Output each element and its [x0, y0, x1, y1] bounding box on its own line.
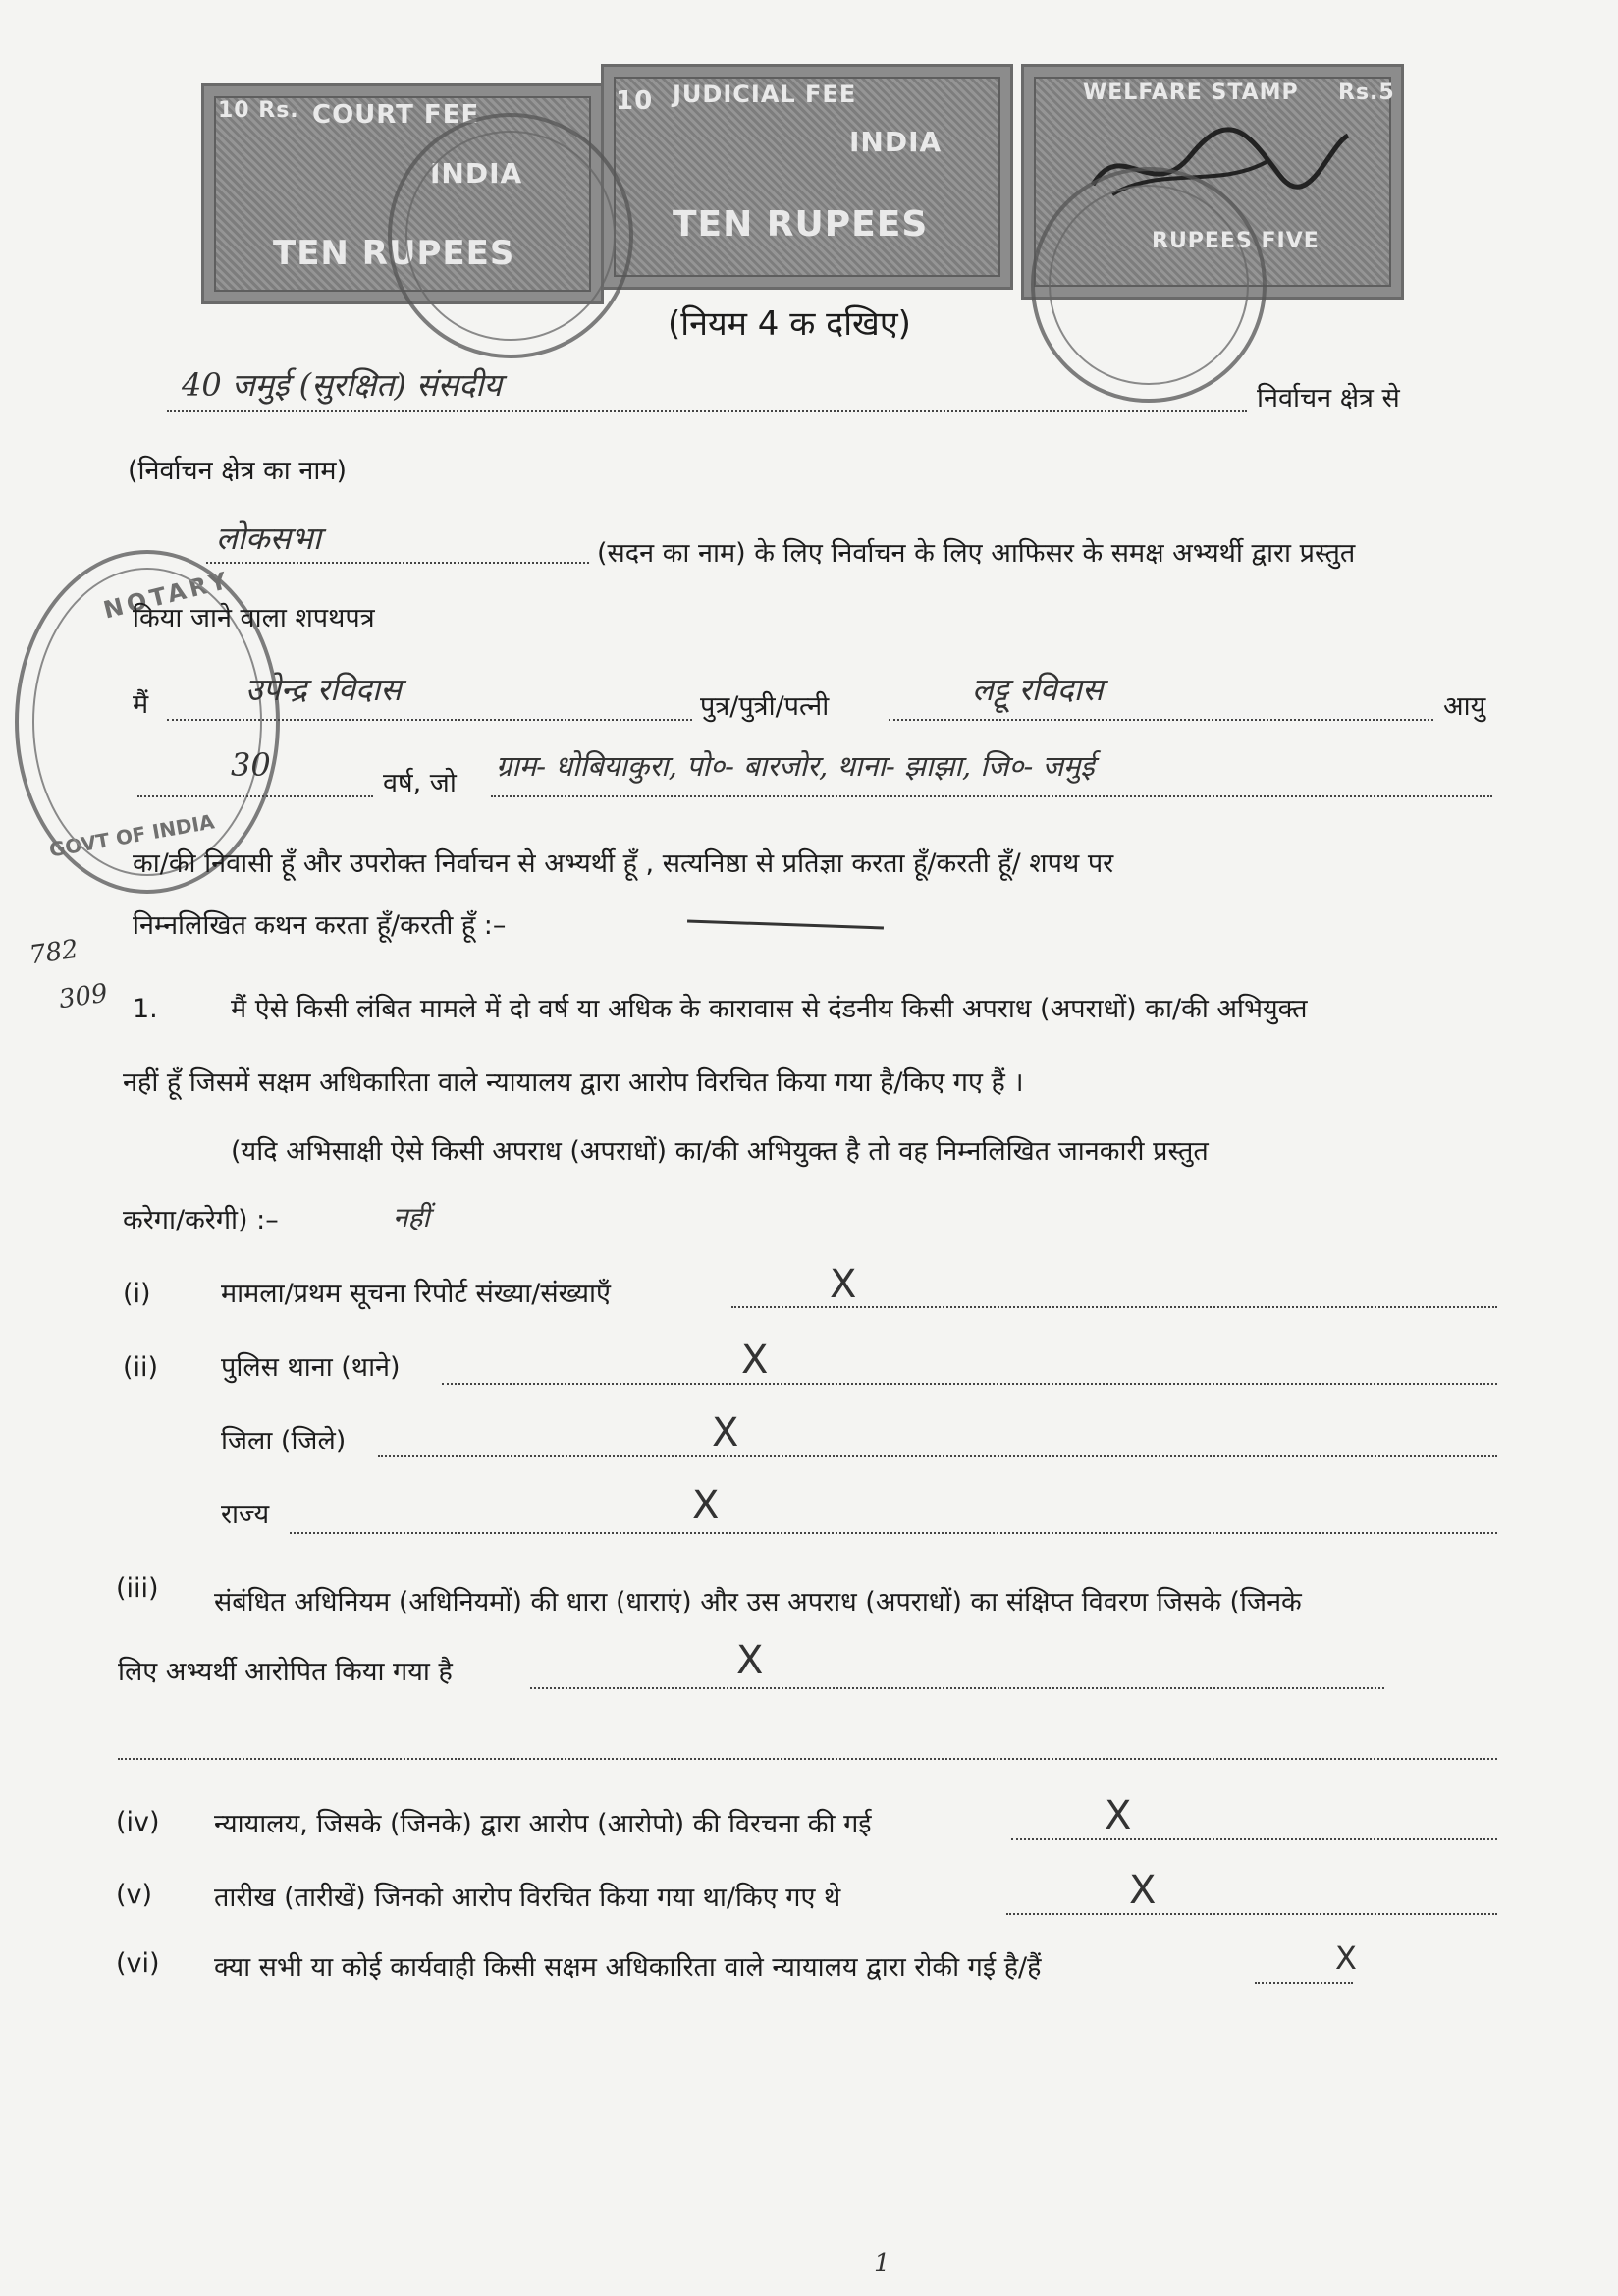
house-value: लोकसभा	[216, 519, 321, 557]
subitem-v-mark: X	[1129, 1868, 1157, 1913]
subitem-v-number: (v)	[116, 1880, 153, 1910]
subitem-ii-dotted-line	[442, 1383, 1497, 1385]
subitem-vi-dotted-line	[1255, 1982, 1353, 1984]
stamp-top-text: COURT FEE	[312, 100, 480, 130]
subitem-iii-number: (iii)	[116, 1573, 159, 1604]
govt-seal-right	[1031, 167, 1267, 403]
stamp-value-text: TEN RUPEES	[273, 234, 515, 273]
constituency-label: (निर्वाचन क्षेत्र का नाम)	[128, 456, 348, 486]
affidavit-text: किया जाने वाला शपथपत्र	[133, 603, 375, 633]
years-label: वर्ष, जो	[383, 768, 457, 798]
constituency-dotted-line	[167, 410, 1247, 412]
district-label: जिला (जिले)	[221, 1426, 347, 1456]
govt-seal-left	[388, 113, 633, 358]
subitem-iv-dotted-line	[1011, 1838, 1497, 1840]
stamp-top-text: JUDICIAL FEE	[673, 81, 857, 108]
district-dotted-line	[378, 1455, 1497, 1457]
state-mark: X	[692, 1483, 720, 1528]
subitem-i-number: (i)	[123, 1279, 151, 1309]
father-dotted-line	[889, 719, 1433, 721]
handwritten-dash	[687, 920, 884, 930]
judicial-fee-stamp	[601, 64, 1013, 290]
age-value: 30	[231, 746, 271, 784]
item-1-note-answer: नहीं	[393, 1201, 430, 1233]
stamp-denomination: 10 Rs.	[218, 98, 299, 123]
age-dotted-line	[137, 795, 373, 797]
address-value: ग्राम- धोबियाकुरा, पो०- बारजोर, थाना- झाझा, जि०- जमुई	[496, 749, 1095, 783]
notary-seal-text: NOTARY	[100, 566, 234, 625]
page-mark: 1	[874, 2249, 890, 2278]
constituency-value: 40 जमुई (सुरक्षित) संसदीय	[182, 366, 503, 404]
subitem-iv-number: (iv)	[116, 1807, 160, 1837]
item-1-note-line2: करेगा/करेगी) :–	[123, 1205, 279, 1235]
resident-text: का/की निवासी हूँ और उपरोक्त निर्वाचन से अभ्यर्थी हूँ , सत्यनिष्ठा से प्रतिज्ञा करता हूँ/करती हूँ/ शपथ पर	[133, 848, 1114, 879]
stamp-denomination: 10	[616, 86, 654, 116]
subitem-i-mark: X	[830, 1262, 857, 1307]
subitem-iii-mark: X	[736, 1638, 764, 1683]
address-dotted-line	[491, 795, 1492, 797]
item-1-line1: मैं ऐसे किसी लंबित मामले में दो वर्ष या अधिक के कारावास से दंडनीय किसी अपराध (अपराधों) का/की अभियुक्त	[231, 994, 1308, 1024]
item-1-line2: नहीं हूँ जिसमें सक्षम अधिकारिता वाले न्यायालय द्वारा आरोप विरचित किया गया है/किए गए हैं ।	[123, 1067, 1024, 1098]
stamp-top-text: WELFARE STAMP	[1083, 81, 1299, 105]
subitem-ii-mark: X	[741, 1338, 769, 1383]
subitem-v-label: तारीख (तारीखें) जिनको आरोप विरचित किया गया था/किए गए थे	[214, 1883, 841, 1913]
age-label: आयु	[1443, 691, 1486, 722]
stamp-denomination: Rs.5	[1338, 81, 1395, 105]
subitem-ii-number: (ii)	[123, 1352, 159, 1383]
name-dotted-line	[167, 719, 692, 721]
margin-note-1: 782	[27, 934, 81, 971]
subitem-iv-label: न्यायालय, जिसके (जिनके) द्वारा आरोप (आरोपो) की विरचना की गई	[214, 1809, 872, 1839]
subitem-vi-number: (vi)	[116, 1948, 160, 1979]
subitem-i-label: मामला/प्रथम सूचना रिपोर्ट संख्या/संख्याएँ	[221, 1279, 611, 1309]
subitem-iii-dotted-line	[530, 1687, 1384, 1689]
state-label: राज्य	[221, 1500, 270, 1530]
govt-seal-text: GOVT OF INDIA	[47, 809, 217, 862]
subitem-iii-extra-dotted-line	[118, 1758, 1497, 1760]
subitem-vi-label: क्या सभी या कोई कार्यवाही किसी सक्षम अधिकारिता वाले न्यायालय द्वारा रोकी गई है/हैं	[214, 1952, 1042, 1983]
margin-note-2: 309	[57, 978, 110, 1015]
district-mark: X	[712, 1410, 739, 1455]
main-prefix: मैं	[133, 689, 149, 720]
subitem-v-dotted-line	[1006, 1913, 1497, 1915]
stamp-country: INDIA	[849, 126, 943, 158]
stamp-value-text: TEN RUPEES	[673, 204, 929, 245]
item-1-number: 1.	[133, 994, 158, 1024]
subitem-iv-mark: X	[1105, 1793, 1132, 1838]
relation-label: पुत्र/पुत्री/पत्नी	[700, 691, 830, 722]
subitem-ii-label: पुलिस थाना (थाने)	[221, 1352, 401, 1383]
stamp-value-text: RUPEES FIVE	[1152, 229, 1320, 253]
subitem-iii-line2: लिए अभ्यर्थी आरोपित किया गया है	[118, 1657, 453, 1687]
subitem-iii-line1: संबंधित अधिनियम (अधिनियमों) की धारा (धाराएं) और उस अपराध (अपराधों) का संक्षिप्त विवरण जिसके (जिनके	[214, 1587, 1302, 1617]
item-1-note-line1: (यदि अभिसाक्षी ऐसे किसी अपराध (अपराधों) का/की अभियुक्त है तो वह निम्नलिखित जानकारी प्रस्तुत	[231, 1136, 1209, 1167]
house-dotted-line	[206, 562, 589, 564]
statement-text: निम्नलिखित कथन करता हूँ/करती हूँ :–	[133, 910, 507, 941]
house-text: (सदन का नाम) के लिए निर्वाचन के लिए आफिसर के समक्ष अभ्यर्थी द्वारा प्रस्तुत	[597, 538, 1356, 569]
subitem-vi-mark: X	[1335, 1940, 1357, 1977]
candidate-name: उपेन्द्र रविदास	[245, 671, 402, 708]
rule-reference: (नियम 4 क दखिए)	[668, 304, 911, 344]
constituency-suffix: निर्वाचन क्षेत्र से	[1257, 383, 1400, 413]
father-name: लट्टू रविदास	[972, 671, 1104, 708]
stamp-country: INDIA	[430, 157, 523, 190]
state-dotted-line	[290, 1532, 1497, 1534]
